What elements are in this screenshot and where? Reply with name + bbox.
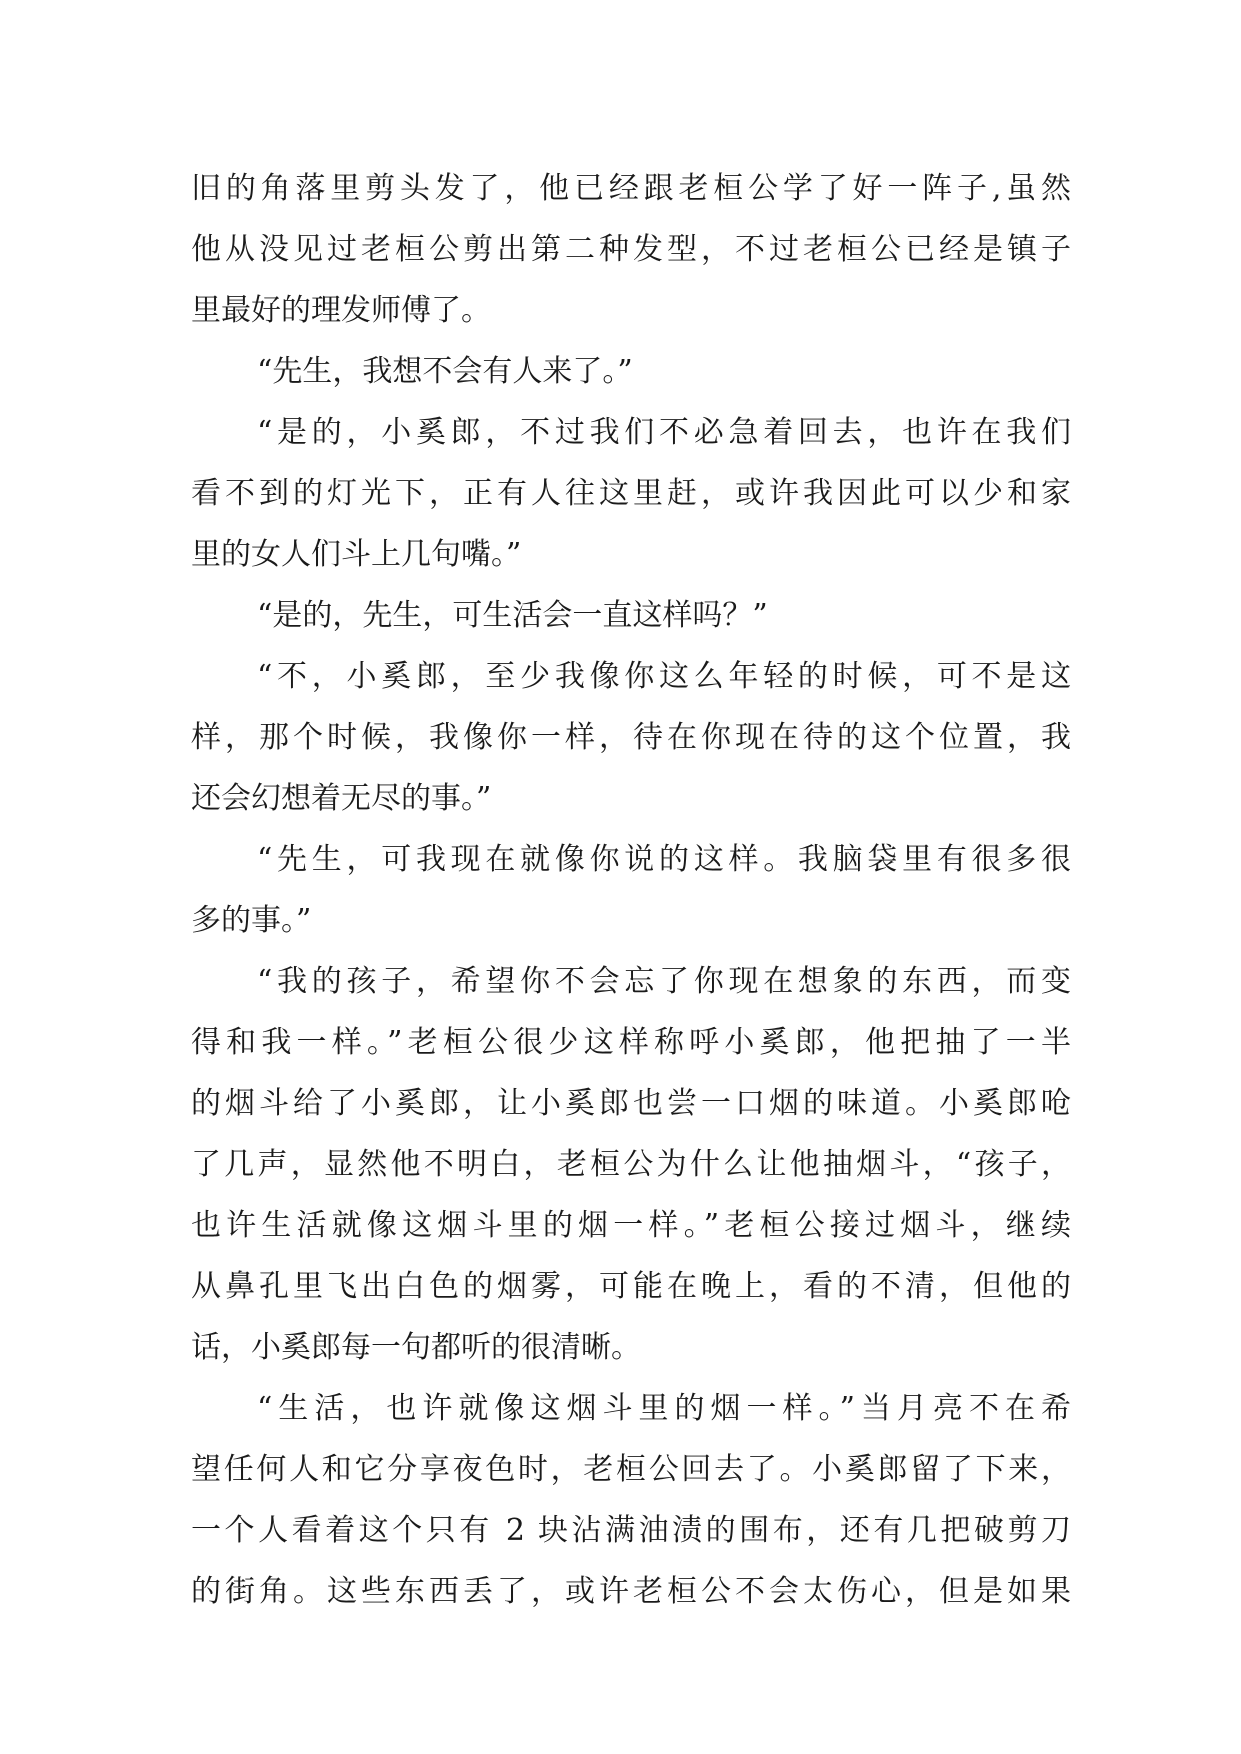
text-line: “先生，可我现在就像你说的这样。我脑袋里有很多很	[257, 842, 1071, 877]
text-line: 里最好的理发师傅了。	[191, 293, 491, 328]
text-line: 的烟斗给了小奚郎，让小奚郎也尝一口烟的味道。小奚郎呛	[191, 1086, 1071, 1121]
text-line: “生活，也许就像这烟斗里的烟一样。”当月亮不在希	[257, 1391, 1071, 1426]
document-text-body	[191, 158, 1071, 1622]
text-line: 样，那个时候，我像你一样，待在你现在待的这个位置，我	[191, 720, 1071, 755]
text-line: “先生，我想不会有人来了。”	[257, 354, 633, 389]
text-line: 还会幻想着无尽的事。”	[191, 781, 492, 816]
text-line: 话，小奚郎每一句都听的很清晰。	[191, 1330, 641, 1365]
text-line: 得和我一样。”老桓公很少这样称呼小奚郎，他把抽了一半	[191, 1025, 1071, 1060]
text-line: 的街角。这些东西丢了，或许老桓公不会太伤心，但是如果	[191, 1574, 1071, 1609]
text-line: 多的事。”	[191, 903, 312, 938]
text-line: 了几声，显然他不明白，老桓公为什么让他抽烟斗，“孩子，	[191, 1147, 1071, 1182]
text-line: 看不到的灯光下，正有人往这里赶，或许我因此可以少和家	[191, 476, 1071, 511]
text-line: 旧的角落里剪头发了，他已经跟老桓公学了好一阵子,虽然	[191, 171, 1071, 206]
text-line: “是的，小奚郎，不过我们不必急着回去，也许在我们	[257, 415, 1071, 450]
text-line: 一个人看着这个只有 2 块沾满油渍的围布，还有几把破剪刀	[191, 1513, 1071, 1548]
text-line: “不，小奚郎，至少我像你这么年轻的时候，可不是这	[257, 659, 1071, 694]
text-line: 他从没见过老桓公剪出第二种发型，不过老桓公已经是镇子	[191, 232, 1071, 267]
text-line: “我的孩子，希望你不会忘了你现在想象的东西，而变	[257, 964, 1071, 999]
text-line: 从鼻孔里飞出白色的烟雾，可能在晚上，看的不清，但他的	[191, 1269, 1071, 1304]
text-line: 望任何人和它分享夜色时，老桓公回去了。小奚郎留了下来，	[191, 1452, 1071, 1487]
text-line: 也许生活就像这烟斗里的烟一样。”老桓公接过烟斗，继续	[191, 1208, 1071, 1243]
text-line: “是的，先生，可生活会一直这样吗？”	[257, 598, 768, 633]
text-line: 里的女人们斗上几句嘴。”	[191, 537, 522, 572]
